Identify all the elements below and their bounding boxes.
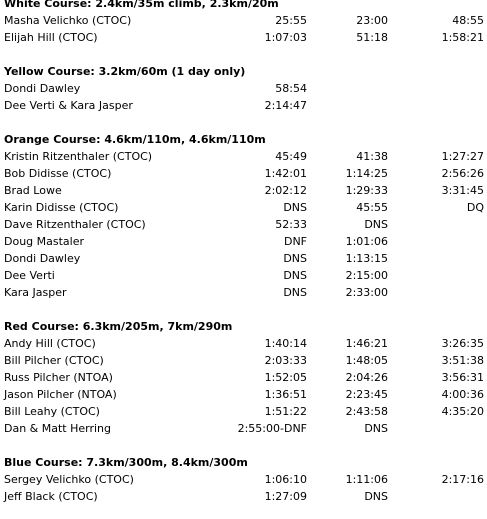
day1-time: 1:36:51 [264,388,307,401]
day2-time: 2:15:00 [345,269,388,282]
course-title: Yellow Course: 3.2km/60m (1 day only) [4,65,246,78]
result-row [4,335,484,352]
day2-time: 1:11:06 [345,473,388,486]
day1-time: 45:49 [275,150,307,163]
competitor-name: Elijah Hill (CTOC) [4,31,98,44]
course-section [4,454,484,505]
competitor-name: Andy Hill (CTOC) [4,337,96,350]
total-time: 3:51:38 [441,354,484,367]
course-section [4,0,484,46]
competitor-name: Dee Verti & Kara Jasper [4,99,133,112]
competitor-name: Russ Pilcher (NTOA) [4,371,113,384]
day2-time: 2:04:26 [345,371,388,384]
day1-time: 2:03:33 [264,354,307,367]
day2-time: 1:48:05 [345,354,388,367]
course-title: Blue Course: 7.3km/300m, 8.4km/300m [4,456,248,469]
total-time: 3:26:35 [441,337,484,350]
competitor-name: Doug Mastaler [4,235,85,248]
day1-time: 1:42:01 [264,167,307,180]
results-document [4,0,484,505]
competitor-name: Kristin Ritzenthaler (CTOC) [4,150,153,163]
day1-time: 1:06:10 [264,473,307,486]
day2-time: 23:00 [356,14,388,27]
result-row [4,97,484,114]
total-time: 3:56:31 [441,371,484,384]
day1-time: DNF [283,235,307,248]
competitor-name: Dondi Dawley [4,82,81,95]
course-title: White Course: 2.4km/35m climb, 2.3km/20m [4,0,279,10]
result-row [4,199,484,216]
day2-time: DNS [364,422,388,435]
day1-time: DNS [283,201,307,214]
day1-time: 25:55 [275,14,307,27]
day2-time: 41:38 [356,150,388,163]
day1-time: DNS [283,252,307,265]
total-time: 4:35:20 [441,405,484,418]
day2-time: 45:55 [356,201,388,214]
day1-time: 1:51:22 [264,405,307,418]
result-row [4,216,484,233]
competitor-name: Jason Pilcher (NTOA) [4,388,117,401]
result-row [4,386,484,403]
result-row [4,80,484,97]
day2-time: 1:13:15 [345,252,388,265]
result-row [4,12,484,29]
result-row [4,369,484,386]
day1-time: 1:52:05 [264,371,307,384]
day2-time: 2:33:00 [345,286,388,299]
day2-time: 2:43:58 [345,405,388,418]
competitor-name: Bill Pilcher (CTOC) [4,354,104,367]
day1-time: DNS [283,269,307,282]
total-time: 2:56:26 [441,167,484,180]
day2-time: 1:01:06 [345,235,388,248]
day1-time: 2:14:47 [264,99,307,112]
result-row [4,165,484,182]
competitor-name: Karin Didisse (CTOC) [4,201,119,214]
day1-time: 58:54 [275,82,307,95]
course-section [4,131,484,301]
competitor-name: Kara Jasper [4,286,67,299]
total-time: 1:27:27 [441,150,484,163]
competitor-name: Sergey Velichko (CTOC) [4,473,134,486]
day2-time: DNS [364,490,388,503]
total-time: 4:00:36 [441,388,484,401]
result-row [4,488,484,505]
competitor-name: Dee Verti [4,269,55,282]
competitor-name: Dondi Dawley [4,252,81,265]
day2-time: DNS [364,218,388,231]
competitor-name: Brad Lowe [4,184,62,197]
course-section [4,318,484,437]
result-row [4,233,484,250]
day1-time: 2:55:00-DNF [237,422,307,435]
day1-time: 2:02:12 [264,184,307,197]
competitor-name: Masha Velichko (CTOC) [4,14,132,27]
result-row [4,250,484,267]
result-row [4,284,484,301]
result-row [4,471,484,488]
course-title: Orange Course: 4.6km/110m, 4.6km/110m [4,133,266,146]
competitor-name: Bob Didisse (CTOC) [4,167,112,180]
competitor-name: Bill Leahy (CTOC) [4,405,100,418]
competitor-name: Jeff Black (CTOC) [4,490,98,503]
result-row [4,29,484,46]
day1-time: 52:33 [275,218,307,231]
course-title: Red Course: 6.3km/205m, 7km/290m [4,320,233,333]
day1-time: 1:07:03 [264,31,307,44]
day1-time: 1:40:14 [264,337,307,350]
day2-time: 1:14:25 [345,167,388,180]
result-row [4,148,484,165]
day2-time: 1:46:21 [345,337,388,350]
day1-time: 1:27:09 [264,490,307,503]
result-row [4,420,484,437]
competitor-name: Dave Ritzenthaler (CTOC) [4,218,146,231]
total-time: 1:58:21 [441,31,484,44]
total-time: 2:17:16 [441,473,484,486]
result-row [4,182,484,199]
day2-time: 51:18 [356,31,388,44]
total-time: DQ [466,201,484,214]
day2-time: 2:23:45 [345,388,388,401]
day2-time: 1:29:33 [345,184,388,197]
competitor-name: Dan & Matt Herring [4,422,112,435]
course-section [4,63,484,114]
total-time: 3:31:45 [441,184,484,197]
result-row [4,403,484,420]
total-time: 48:55 [452,14,484,27]
result-row [4,267,484,284]
result-row [4,352,484,369]
day1-time: DNS [283,286,307,299]
